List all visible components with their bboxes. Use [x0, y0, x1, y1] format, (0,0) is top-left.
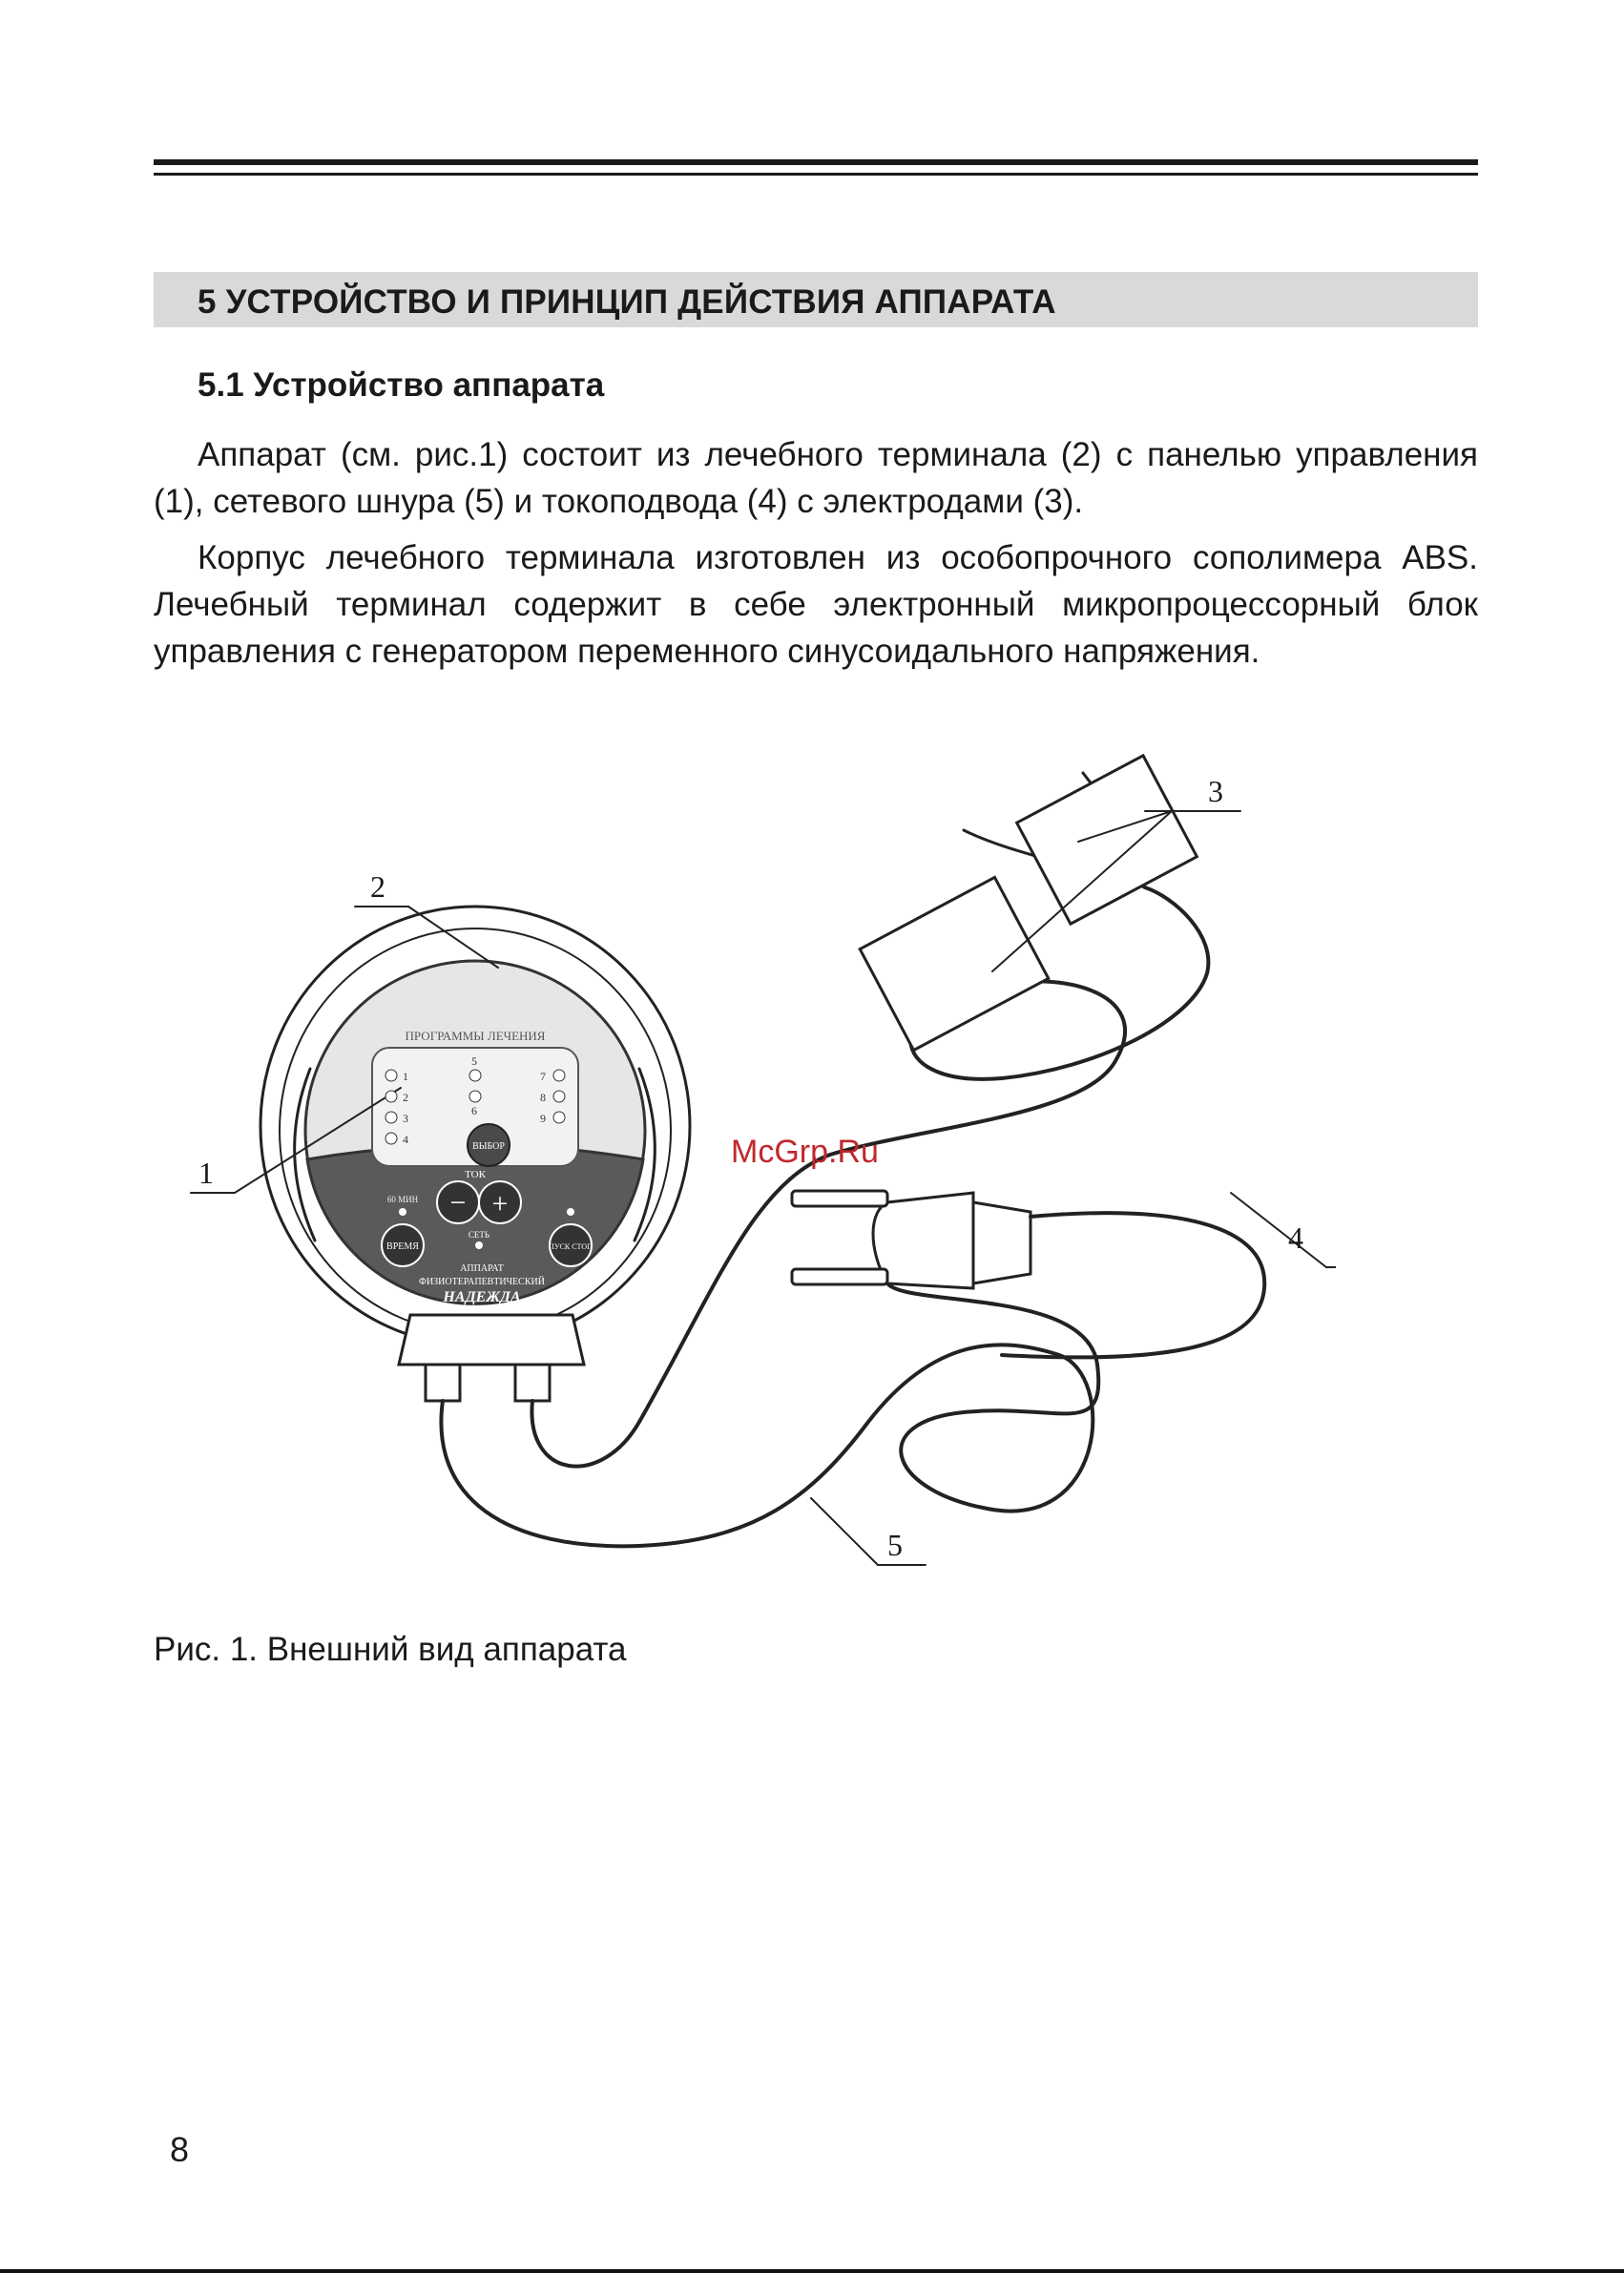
section-title: 5 УСТРОЙСТВО И ПРИНЦИП ДЕЙСТВИЯ АППАРАТА — [198, 283, 1056, 321]
callout-number-3: 3 — [1208, 774, 1223, 808]
program-num-1: 1 — [403, 1070, 408, 1083]
start-stop-button-label: ПУСК СТОП — [549, 1242, 593, 1251]
timer-label: 60 МИН — [386, 1195, 419, 1204]
minus-button-label: − — [449, 1187, 467, 1219]
page-bottom-edge — [0, 2269, 1624, 2273]
power-plug-strain — [1002, 1213, 1264, 1357]
section-header-bar — [154, 272, 1478, 327]
program-num-9: 9 — [540, 1112, 546, 1125]
callout-leader-4 — [1231, 1193, 1326, 1267]
program-led-3 — [385, 1112, 397, 1123]
plug-pin-top — [792, 1191, 887, 1206]
paragraph-device-composition: Аппарат (см. рис.1) состоит из лечебного терминала (2) с панелью управления (1), сетевого шнура (5) и токоподвода (4) с электродами (3). — [154, 436, 1478, 520]
brand-label: НАДЕЖДА — [443, 1289, 521, 1305]
network-led — [475, 1241, 483, 1249]
connector-left — [426, 1365, 460, 1401]
plus-button-label: + — [491, 1188, 509, 1220]
subsection-title: 5.1 Устройство аппарата — [198, 366, 605, 404]
power-plug-neck — [973, 1202, 1031, 1283]
header-rule-thick — [154, 159, 1478, 165]
callout-number-2: 2 — [370, 869, 385, 904]
program-num-2: 2 — [403, 1091, 408, 1104]
connector-right — [515, 1365, 550, 1401]
program-led-1 — [385, 1070, 397, 1081]
program-num-6: 6 — [471, 1104, 477, 1117]
program-num-3: 3 — [403, 1112, 408, 1125]
device-label-1: АППАРАТ — [460, 1263, 504, 1274]
callout-number-1: 1 — [198, 1156, 214, 1190]
program-num-5: 5 — [471, 1054, 477, 1068]
select-button-label: ВЫБОР — [472, 1141, 505, 1152]
figure-caption: Рис. 1. Внешний вид аппарата — [154, 1631, 627, 1668]
header-rule-thin — [154, 173, 1478, 176]
program-led-6 — [469, 1091, 481, 1102]
program-led-2 — [385, 1091, 397, 1102]
program-led-7 — [553, 1070, 565, 1081]
program-num-4: 4 — [403, 1133, 408, 1146]
callout-number-4: 4 — [1288, 1220, 1303, 1255]
timer-led — [399, 1208, 406, 1216]
callout-number-5: 5 — [887, 1528, 903, 1562]
device-label-2: ФИЗИОТЕРАПЕВТИЧЕСКИЙ — [419, 1277, 545, 1287]
device-illustration — [143, 754, 1336, 1594]
watermark: McGrp.Ru — [731, 1134, 879, 1170]
program-led-8 — [553, 1091, 565, 1102]
program-led-9 — [553, 1112, 565, 1123]
cable-housing — [399, 1315, 584, 1365]
program-num-8: 8 — [540, 1091, 546, 1104]
programs-label: ПРОГРАММЫ ЛЕЧЕНИЯ — [405, 1029, 546, 1043]
electrode-pad-lower — [860, 877, 1049, 1050]
program-led-4 — [385, 1133, 397, 1144]
device-figure — [143, 754, 1336, 1594]
current-label: ТОК — [465, 1169, 486, 1180]
page-number: 8 — [170, 2130, 190, 2169]
callout-leader-5 — [811, 1498, 878, 1565]
program-led-5 — [469, 1070, 481, 1081]
paragraph-terminal-body: Корпус лечебного терминала изготовлен из особопрочного сополимера ABS. Лечебный терминал содержит в себе электронный микропроцессорный блок управления с генератором переменного синусоидального напряжения. — [154, 539, 1478, 670]
plug-pin-bottom — [792, 1269, 887, 1284]
start-stop-led — [567, 1208, 574, 1216]
network-label: СЕТЬ — [468, 1230, 490, 1240]
time-button-label: ВРЕМЯ — [386, 1241, 419, 1252]
program-num-7: 7 — [540, 1070, 546, 1083]
